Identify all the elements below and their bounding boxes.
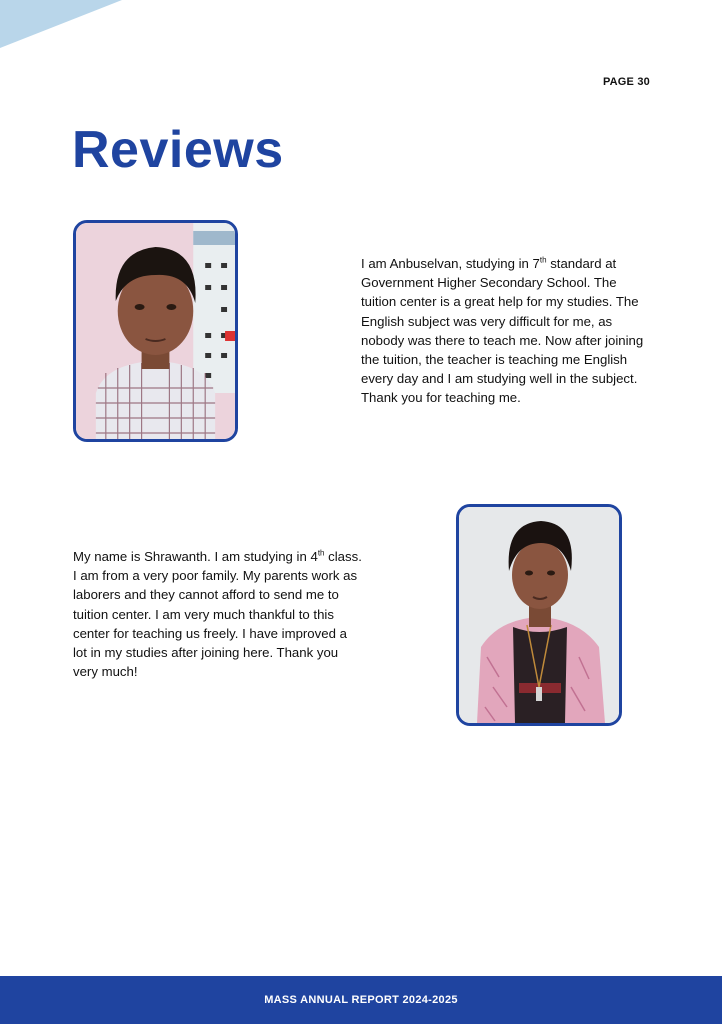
review-text-shrawanth: My name is Shrawanth. I am studying in 4th class. I am from a very poor family. My parents work as laborers and they cannot afford to send me to tuition center. I am very much thankful to this center for teaching us freely. I have improved a lot in my studies after joining here. Thank you very much!	[73, 548, 362, 680]
review-text-anbuselvan: I am Anbuselvan, studying in 7th standard at Government Higher Secondary School. The tuition center is a great help for my studies. The English subject was very difficult for me, as nobody was there to teach me. Now after joining the tuition, the teacher is teaching me English every day and I am studying well in the subject. Thank you for teaching me.	[361, 255, 644, 406]
page-title: Reviews	[72, 121, 284, 179]
reviewer-photo-anbuselvan	[73, 220, 238, 442]
footer-bar	[0, 976, 722, 1024]
page-number: PAGE 30	[602, 76, 650, 88]
corner-decoration	[0, 0, 130, 52]
reviewer-photo-shrawanth	[456, 504, 622, 726]
footer-text: MASS ANNUAL REPORT 2024-2025	[264, 994, 458, 1006]
